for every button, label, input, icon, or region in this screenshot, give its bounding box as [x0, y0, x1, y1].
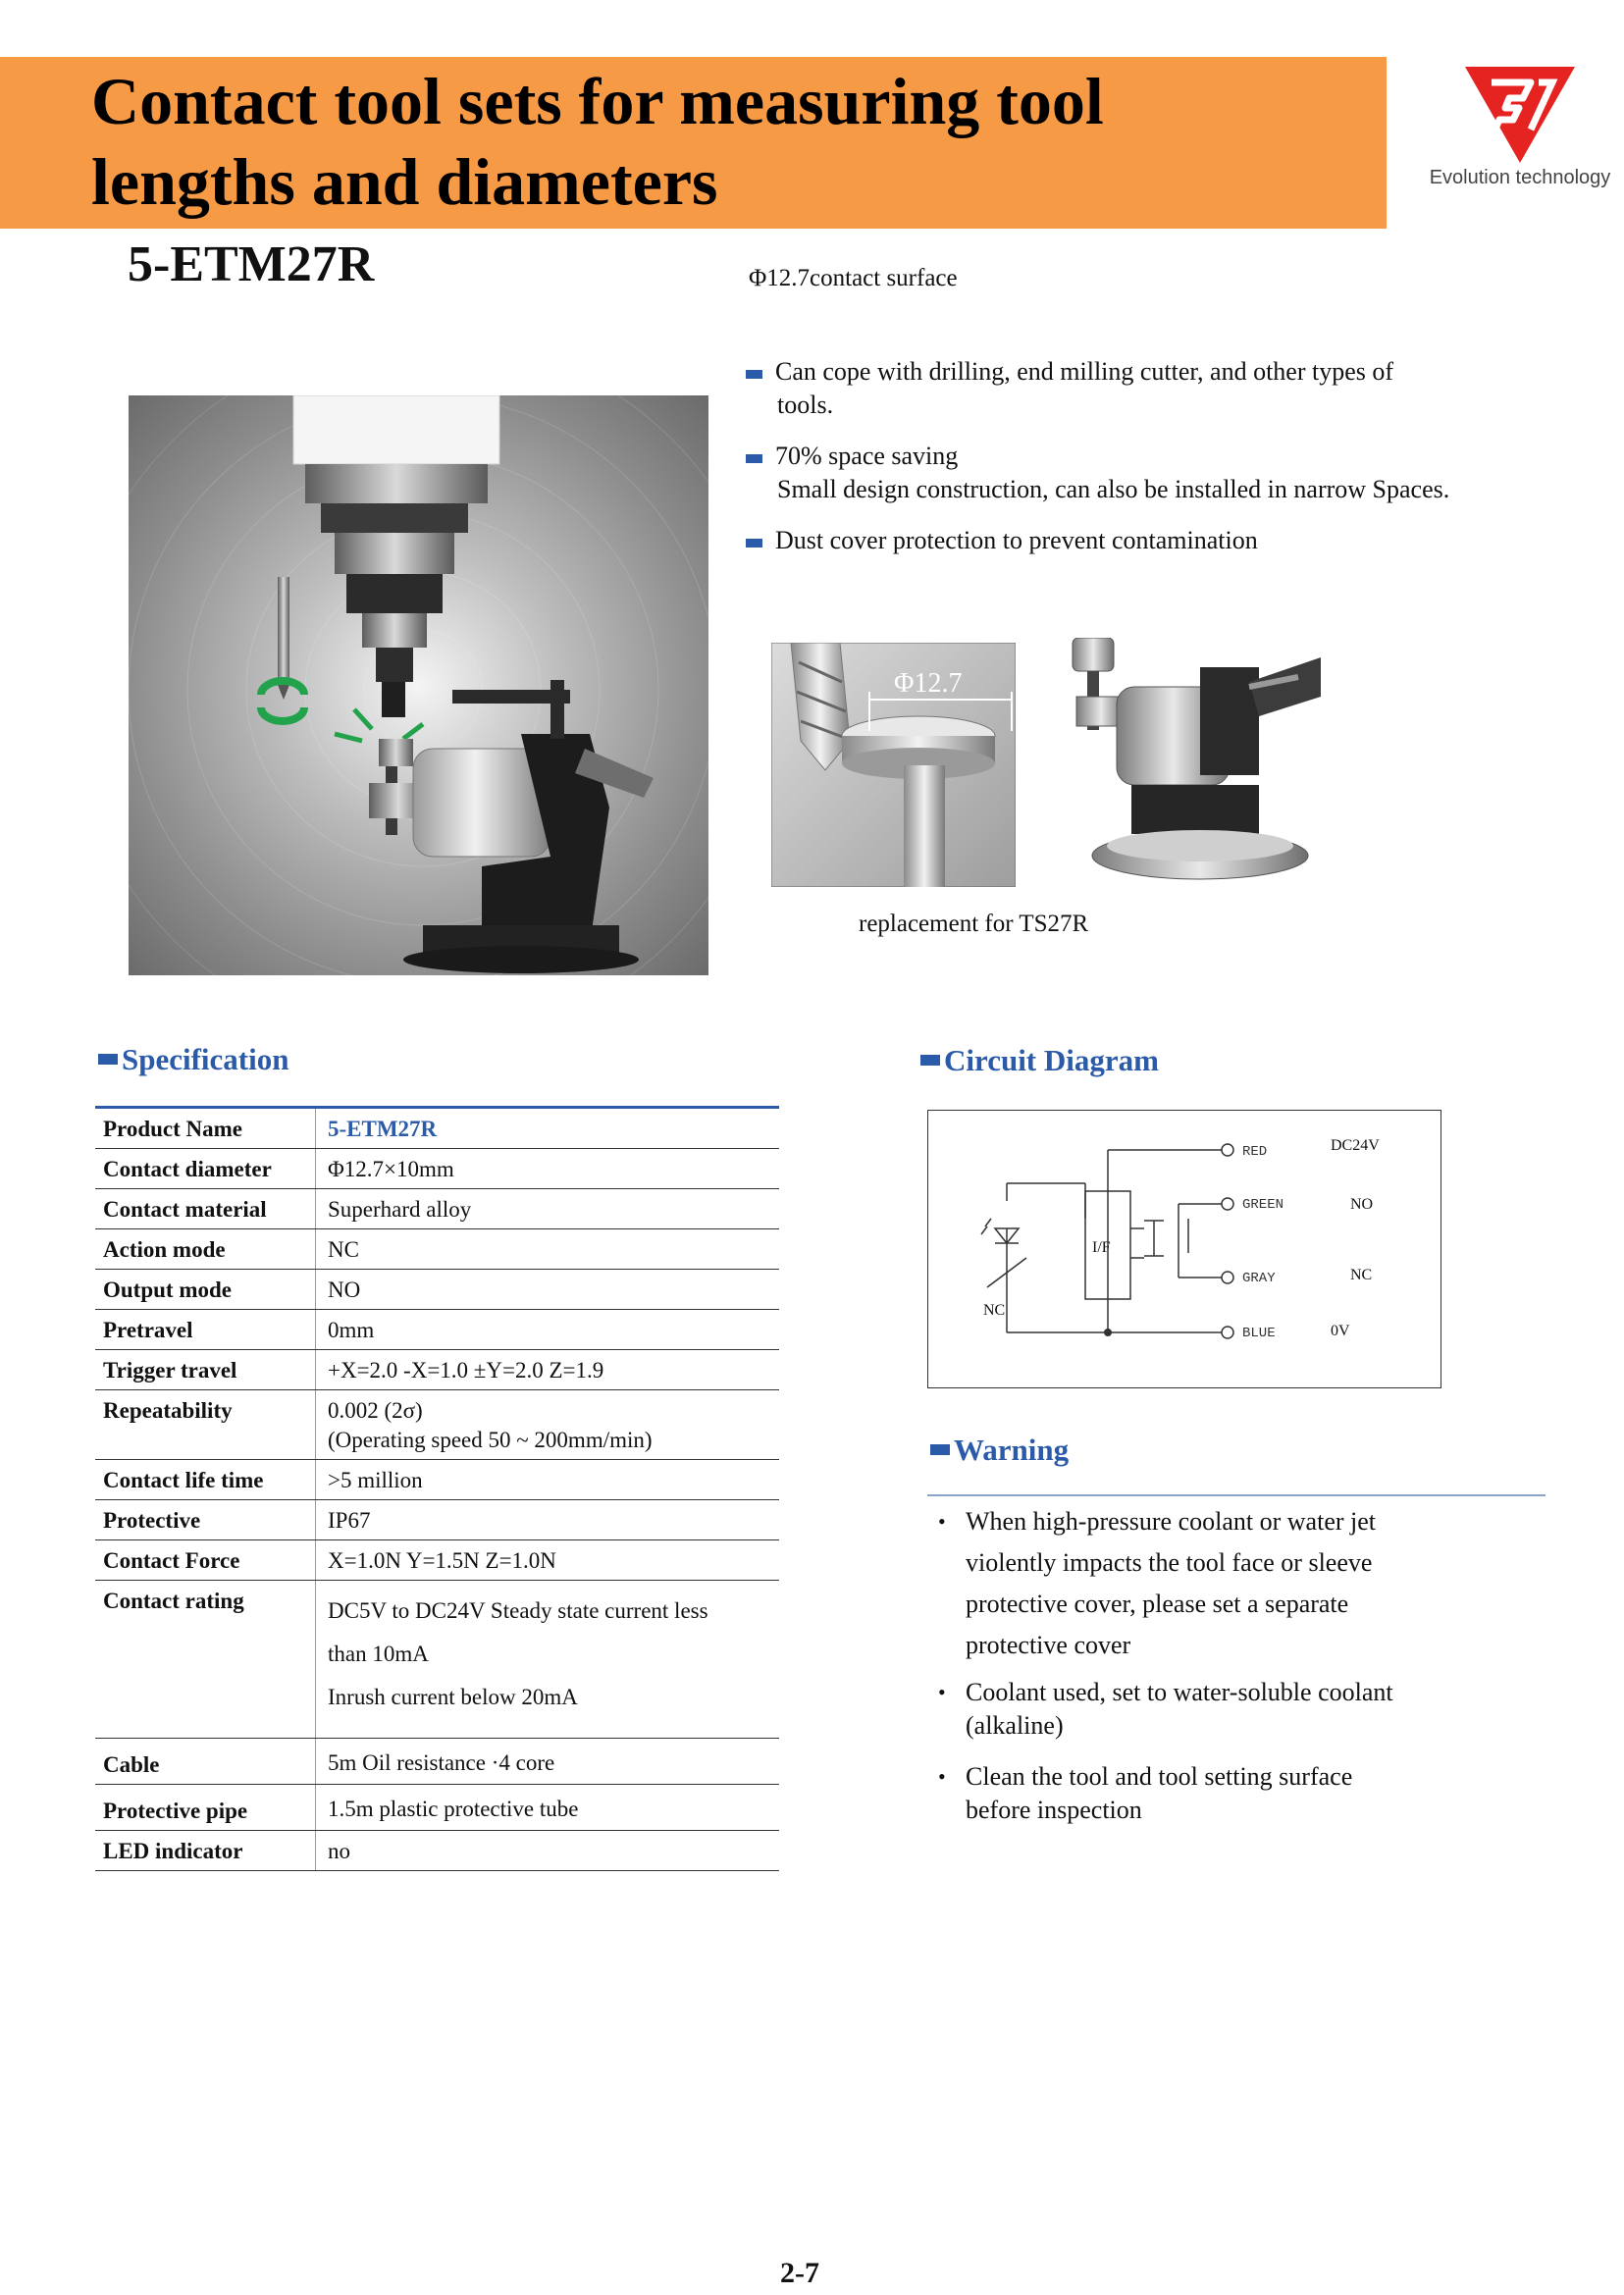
- model-number: 5-ETM27R: [128, 236, 375, 292]
- specification-table: [95, 1106, 779, 1871]
- spec-value: Superhard alloy: [316, 1189, 780, 1229]
- warning-line: Clean the tool and tool setting surface: [966, 1762, 1353, 1791]
- signal-red-label: DC24V: [1331, 1137, 1380, 1154]
- spec-value: no: [316, 1831, 780, 1871]
- warning-heading: [930, 1433, 1069, 1468]
- feature-list: [746, 355, 1550, 575]
- product-photo: [129, 395, 708, 975]
- warning-line: Coolant used, set to water-soluble coolant: [966, 1678, 1393, 1706]
- spec-value-line: than 10mA: [328, 1642, 429, 1666]
- tip-diameter-label: Φ12.7: [894, 668, 963, 699]
- feature-text: 70% space saving: [775, 442, 959, 470]
- feature-item: [746, 355, 1550, 422]
- contact-tip-photo: [771, 643, 1016, 887]
- table-row: [95, 1540, 779, 1581]
- table-row: [95, 1310, 779, 1350]
- spec-label: Product Name: [95, 1108, 316, 1149]
- spec-value: 5m Oil resistance ·4 core: [316, 1739, 780, 1785]
- signal-blue-label: 0V: [1331, 1323, 1350, 1339]
- company-logo-text: Evolution technology: [1429, 167, 1611, 188]
- page-number: 2-7: [780, 2257, 819, 2289]
- bullet-dot-icon: •: [938, 1509, 946, 1534]
- spec-label: Contact rating: [95, 1581, 316, 1739]
- spec-value-line: Inrush current below 20mA: [328, 1685, 578, 1709]
- feature-text: Can cope with drilling, end milling cutter, and other types of: [775, 357, 1394, 386]
- circuit-nc-label: NC: [983, 1302, 1006, 1319]
- warning-item: [930, 1501, 1460, 1666]
- replacement-caption: replacement for TS27R: [859, 911, 1089, 937]
- bullet-dot-icon: •: [938, 1680, 946, 1704]
- spec-label: Output mode: [95, 1270, 316, 1310]
- spec-value-line: 0.002 (2σ): [328, 1398, 423, 1423]
- spec-label: Cable: [95, 1739, 316, 1785]
- page-title: [91, 61, 1367, 222]
- spec-value-line: (Operating speed 50 ~ 200mm/min): [328, 1428, 653, 1452]
- heading-square-icon: [920, 1055, 940, 1066]
- heading-square-icon: [930, 1444, 950, 1455]
- spec-value: NC: [316, 1229, 780, 1270]
- spec-value: Φ12.7×10mm: [316, 1149, 780, 1189]
- spec-label: Pretravel: [95, 1310, 316, 1350]
- bullet-square-icon: [746, 539, 762, 548]
- warning-line: before inspection: [966, 1796, 1142, 1824]
- signal-gray-label: NC: [1350, 1267, 1373, 1283]
- wire-gray-label: GRAY: [1242, 1271, 1276, 1286]
- table-row: [95, 1831, 779, 1871]
- spec-label: Contact material: [95, 1189, 316, 1229]
- spec-label: Protective: [95, 1500, 316, 1540]
- spec-value: X=1.0N Y=1.5N Z=1.0N: [316, 1540, 780, 1581]
- circuit-diagram: [927, 1110, 1441, 1388]
- spec-value: 5-ETM27R: [316, 1108, 780, 1149]
- feature-item: [746, 440, 1550, 506]
- table-row: [95, 1500, 779, 1540]
- spec-value: NO: [316, 1270, 780, 1310]
- spec-label: Contact diameter: [95, 1149, 316, 1189]
- spec-value: >5 million: [316, 1460, 780, 1500]
- table-row: [95, 1350, 779, 1390]
- spec-label: Trigger travel: [95, 1350, 316, 1390]
- wire-red-label: RED: [1242, 1144, 1268, 1160]
- circuit-title: Circuit Diagram: [944, 1043, 1159, 1077]
- spec-value: 1.5m plastic protective tube: [316, 1785, 780, 1831]
- wire-blue-label: BLUE: [1242, 1326, 1276, 1341]
- spec-value: [316, 1390, 780, 1460]
- page-title-line-1: Contact tool sets for measuring tool: [91, 64, 1104, 138]
- wire-green-label: GREEN: [1242, 1197, 1284, 1213]
- company-logo-icon: [1462, 61, 1578, 169]
- table-row: [95, 1785, 779, 1831]
- feature-text-continued: Small design construction, can also be installed in narrow Spaces.: [777, 475, 1450, 503]
- warning-line: When high-pressure coolant or water jet: [966, 1507, 1377, 1536]
- spec-value: [316, 1581, 780, 1739]
- contact-surface-caption: Φ12.7contact surface: [749, 265, 958, 291]
- spec-label: Action mode: [95, 1229, 316, 1270]
- table-row: [95, 1581, 779, 1739]
- spec-value: IP67: [316, 1500, 780, 1540]
- warning-line: protective cover, please set a separate: [966, 1590, 1349, 1618]
- warning-item: [930, 1676, 1460, 1743]
- table-row: [95, 1460, 779, 1500]
- spec-value-line: DC5V to DC24V Steady state current less: [328, 1598, 708, 1623]
- heading-square-icon: [98, 1054, 118, 1065]
- spec-label: LED indicator: [95, 1831, 316, 1871]
- interface-block-label: I/F: [1092, 1239, 1111, 1256]
- table-row: [95, 1390, 779, 1460]
- table-row: [95, 1270, 779, 1310]
- warning-divider: [927, 1494, 1545, 1496]
- warning-title: Warning: [954, 1433, 1070, 1467]
- signal-green-label: NO: [1350, 1196, 1374, 1213]
- tool-setter-photo: [1063, 638, 1321, 886]
- feature-text-continued: tools.: [777, 391, 834, 419]
- specification-title: Specification: [122, 1042, 289, 1076]
- bullet-square-icon: [746, 370, 762, 379]
- specification-heading: [98, 1042, 289, 1077]
- spec-value: 0mm: [316, 1310, 780, 1350]
- spec-label: Contact Force: [95, 1540, 316, 1581]
- warning-line: violently impacts the tool face or sleeve: [966, 1548, 1373, 1577]
- spec-value: +X=2.0 -X=1.0 ±Y=2.0 Z=1.9: [316, 1350, 780, 1390]
- page-title-line-2: lengths and diameters: [91, 144, 718, 219]
- warning-line: protective cover: [966, 1631, 1131, 1659]
- spec-label: Protective pipe: [95, 1785, 316, 1831]
- warning-item: [930, 1760, 1460, 1827]
- circuit-heading: [920, 1043, 1159, 1078]
- table-row: [95, 1189, 779, 1229]
- table-row: [95, 1149, 779, 1189]
- spec-label: Contact life time: [95, 1460, 316, 1500]
- table-row: [95, 1229, 779, 1270]
- table-row: [95, 1739, 779, 1785]
- spec-label: Repeatability: [95, 1390, 316, 1460]
- table-row: [95, 1108, 779, 1149]
- feature-item: [746, 524, 1550, 557]
- bullet-dot-icon: •: [938, 1764, 946, 1789]
- warning-list: [930, 1501, 1460, 1837]
- feature-text: Dust cover protection to prevent contamination: [775, 526, 1258, 554]
- bullet-square-icon: [746, 454, 762, 463]
- warning-line: (alkaline): [966, 1711, 1064, 1740]
